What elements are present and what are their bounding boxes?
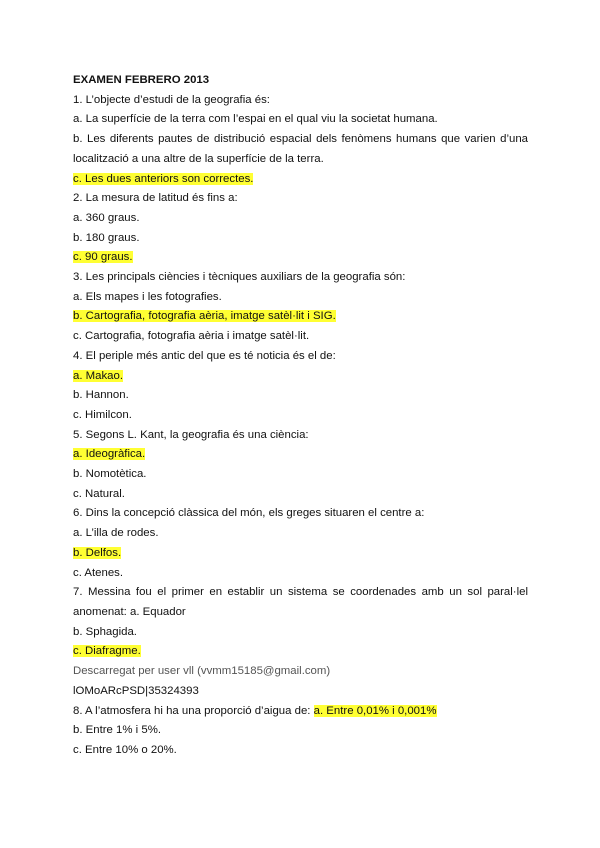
q6-option-a: a. L’illa de rodes. <box>73 527 159 540</box>
q3-option-b-answer: b. Cartografia, fotografia aèria, imatge satèl·lit i SIG. <box>73 310 336 323</box>
exam-text <box>73 71 528 761</box>
q4-option-c: c. Himilcon. <box>73 408 132 421</box>
exam-title: EXAMEN FEBRERO 2013 <box>73 74 210 86</box>
question-7-line2: anomenat: a. Equador <box>73 605 186 618</box>
q5-option-a-answer: a. Ideogràfica. <box>73 448 146 461</box>
q1-option-a: a. La superfície de la terra com l’espai en el qual viu la societat humana. <box>73 113 438 126</box>
q6-option-c: c. Atenes. <box>73 566 124 579</box>
q3-option-a: a. Els mapes i les fotografies. <box>73 290 222 303</box>
q1-option-b-line2: localització a una altre de la superfície de la terra. <box>73 152 324 165</box>
q3-option-c: c. Cartografia, fotografia aèria i imatge satèl·lit. <box>73 330 310 343</box>
download-notice: Descarregat per user vll (vvmm15185@gmail.com) <box>73 665 331 678</box>
q7-option-c-answer: c. Diafragme. <box>73 645 141 658</box>
q7-option-b: b. Sphagida. <box>73 625 137 638</box>
question-7-line1: 7. Messina fou el primer en establir un sistema se coordenades amb un sol paral·lel <box>73 586 528 599</box>
question-8 <box>73 702 528 722</box>
q2-option-a: a. 360 graus. <box>73 211 140 224</box>
question-1: 1. L’objecte d’estudi de la geografia és: <box>73 93 270 106</box>
q5-option-b: b. Nomotètica. <box>73 468 147 481</box>
q2-option-c-answer: c. 90 graus. <box>73 251 133 264</box>
q8-option-a-answer: a. Entre 0,01% i 0,001% <box>313 704 437 717</box>
q8-option-c: c. Entre 10% o 20%. <box>73 743 177 756</box>
question-2: 2. La mesura de latitud és fins a: <box>73 192 238 205</box>
question-4: 4. El periple més antic del que es té noticia és el de: <box>73 349 336 362</box>
q4-option-a-answer: a. Makao. <box>73 369 124 382</box>
q5-option-c: c. Natural. <box>73 487 125 500</box>
q1-option-b-line1: b. Les diferents pautes de distribució espacial dels fenòmens humans que varien d’una <box>73 133 528 146</box>
question-5: 5. Segons L. Kant, la geografia és una ciència: <box>73 428 309 441</box>
question-6: 6. Dins la concepció clàssica del món, els greges situaren el centre a: <box>73 507 425 520</box>
question-3: 3. Les principals ciències i tècniques auxiliars de la geografia són: <box>73 271 406 284</box>
q6-option-b-answer: b. Delfos. <box>73 546 122 559</box>
document-id: lOMoARcPSD|35324393 <box>73 684 199 697</box>
question-8-text: 8. A l’atmosfera hi ha una proporció d’aigua de: <box>73 704 311 717</box>
q4-option-b: b. Hannon. <box>73 389 129 402</box>
q2-option-b: b. 180 graus. <box>73 231 140 244</box>
q1-option-c-answer: c. Les dues anteriors son correctes. <box>73 172 254 185</box>
q8-option-b: b. Entre 1% i 5%. <box>73 724 162 737</box>
